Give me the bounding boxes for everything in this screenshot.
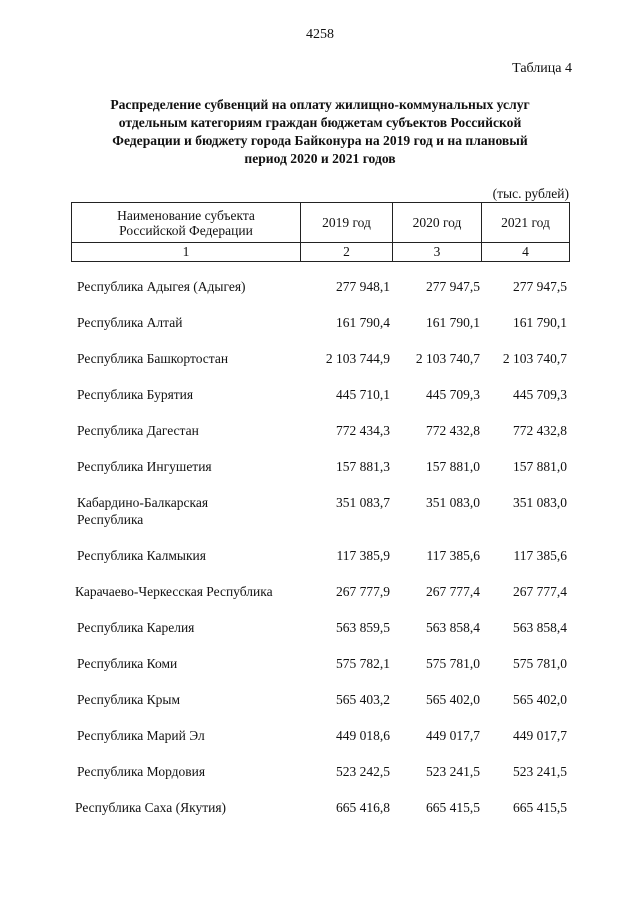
value-2019: 523 242,5: [336, 764, 390, 779]
value-2021: 523 241,5: [513, 764, 567, 779]
column-number-row: [72, 243, 570, 262]
value-2021: 2 103 740,7: [502, 351, 567, 366]
value-2020: 665 415,5: [426, 800, 480, 815]
value-2020: 277 947,5: [426, 279, 480, 294]
value-2019: 575 782,1: [336, 656, 390, 671]
value-2019: 449 018,6: [336, 728, 390, 743]
value-2021: 563 858,4: [513, 620, 567, 635]
value-2019: 565 403,2: [336, 692, 390, 707]
value-2020: 772 432,8: [426, 423, 480, 438]
region-name: Республика Адыгея (Адыгея): [77, 279, 246, 294]
column-number: 4: [482, 243, 570, 262]
value-2021: 665 415,5: [513, 800, 567, 815]
region-name: Республика Крым: [77, 692, 181, 707]
value-2021: 565 402,0: [513, 692, 567, 707]
value-2021: 117 385,6: [513, 548, 567, 563]
value-2019: 351 083,7: [336, 495, 390, 510]
value-2019: 117 385,9: [336, 548, 390, 563]
value-2019: 277 948,1: [336, 279, 390, 294]
region-name: Республика Ингушетия: [77, 459, 212, 474]
region-name: Республика Башкортостан: [77, 351, 229, 366]
table-label: Таблица 4: [512, 61, 572, 76]
value-2019: 665 416,8: [336, 800, 390, 815]
title-line: Распределение субвенций на оплату жилищно-коммунальных услуг: [110, 97, 530, 112]
column-number: 1: [72, 243, 301, 262]
region-name: Республика Коми: [77, 656, 178, 671]
header-name-line2: Российской Федерации: [119, 222, 253, 238]
value-2020: 117 385,6: [426, 548, 480, 563]
value-2021: 277 947,5: [513, 279, 567, 294]
value-2020: 445 709,3: [426, 387, 480, 402]
value-2019: 267 777,9: [336, 584, 390, 599]
header-name-line1: Наименование субъекта: [117, 207, 255, 223]
title-line: период 2020 и 2021 годов: [244, 151, 396, 166]
value-2020: 523 241,5: [426, 764, 480, 779]
value-2019: 563 859,5: [336, 620, 390, 635]
value-2021: 772 432,8: [513, 423, 567, 438]
title-line: Федерации и бюджету города Байконура на 2019 год и на плановый: [112, 133, 528, 148]
units-note: (тыс. рублей): [492, 186, 569, 201]
header-row: [72, 203, 570, 243]
value-2020: 2 103 740,7: [415, 351, 480, 366]
header-2021: 2021 год: [482, 203, 570, 243]
value-2019: 2 103 744,9: [325, 351, 390, 366]
value-2021: 449 017,7: [513, 728, 567, 743]
value-2019: 772 434,3: [336, 423, 390, 438]
value-2020: 157 881,0: [426, 459, 480, 474]
value-2021: 351 083,0: [513, 495, 567, 510]
value-2019: 161 790,4: [336, 315, 390, 330]
value-2020: 161 790,1: [426, 315, 480, 330]
region-name: Республика Алтай: [77, 315, 183, 330]
value-2021: 575 781,0: [513, 656, 567, 671]
page-number: 4258: [306, 27, 334, 42]
value-2020: 575 781,0: [426, 656, 480, 671]
value-2020: 565 402,0: [426, 692, 480, 707]
value-2021: 157 881,0: [513, 459, 567, 474]
value-2021: 445 709,3: [513, 387, 567, 402]
title-line: отдельным категориям граждан бюджетам субъектов Российской: [118, 115, 522, 130]
value-2021: 161 790,1: [513, 315, 567, 330]
value-2020: 351 083,0: [426, 495, 480, 510]
column-number: 3: [393, 243, 482, 262]
region-name: Республика Бурятия: [77, 387, 194, 402]
region-name: Кабардино-Балкарская Республика: [77, 495, 209, 527]
value-2020: 449 017,7: [426, 728, 480, 743]
value-2019: 157 881,3: [336, 459, 390, 474]
region-name: Республика Марий Эл: [77, 728, 205, 743]
region-name: Республика Дагестан: [77, 423, 199, 438]
region-name: Республика Калмыкия: [77, 548, 206, 563]
region-name: Республика Карелия: [77, 620, 195, 635]
column-number: 2: [301, 243, 393, 262]
table-header: [71, 202, 570, 262]
value-2021: 267 777,4: [513, 584, 567, 599]
header-2020: 2020 год: [393, 203, 482, 243]
value-2020: 563 858,4: [426, 620, 480, 635]
table-title: [60, 96, 580, 168]
value-2019: 445 710,1: [336, 387, 390, 402]
value-2020: 267 777,4: [426, 584, 480, 599]
region-name: Республика Мордовия: [77, 764, 206, 779]
region-name: Республика Саха (Якутия): [75, 800, 227, 815]
header-2019: 2019 год: [301, 203, 393, 243]
region-name: Карачаево-Черкесская Республика: [75, 584, 273, 599]
header-name-cell: [72, 203, 301, 243]
